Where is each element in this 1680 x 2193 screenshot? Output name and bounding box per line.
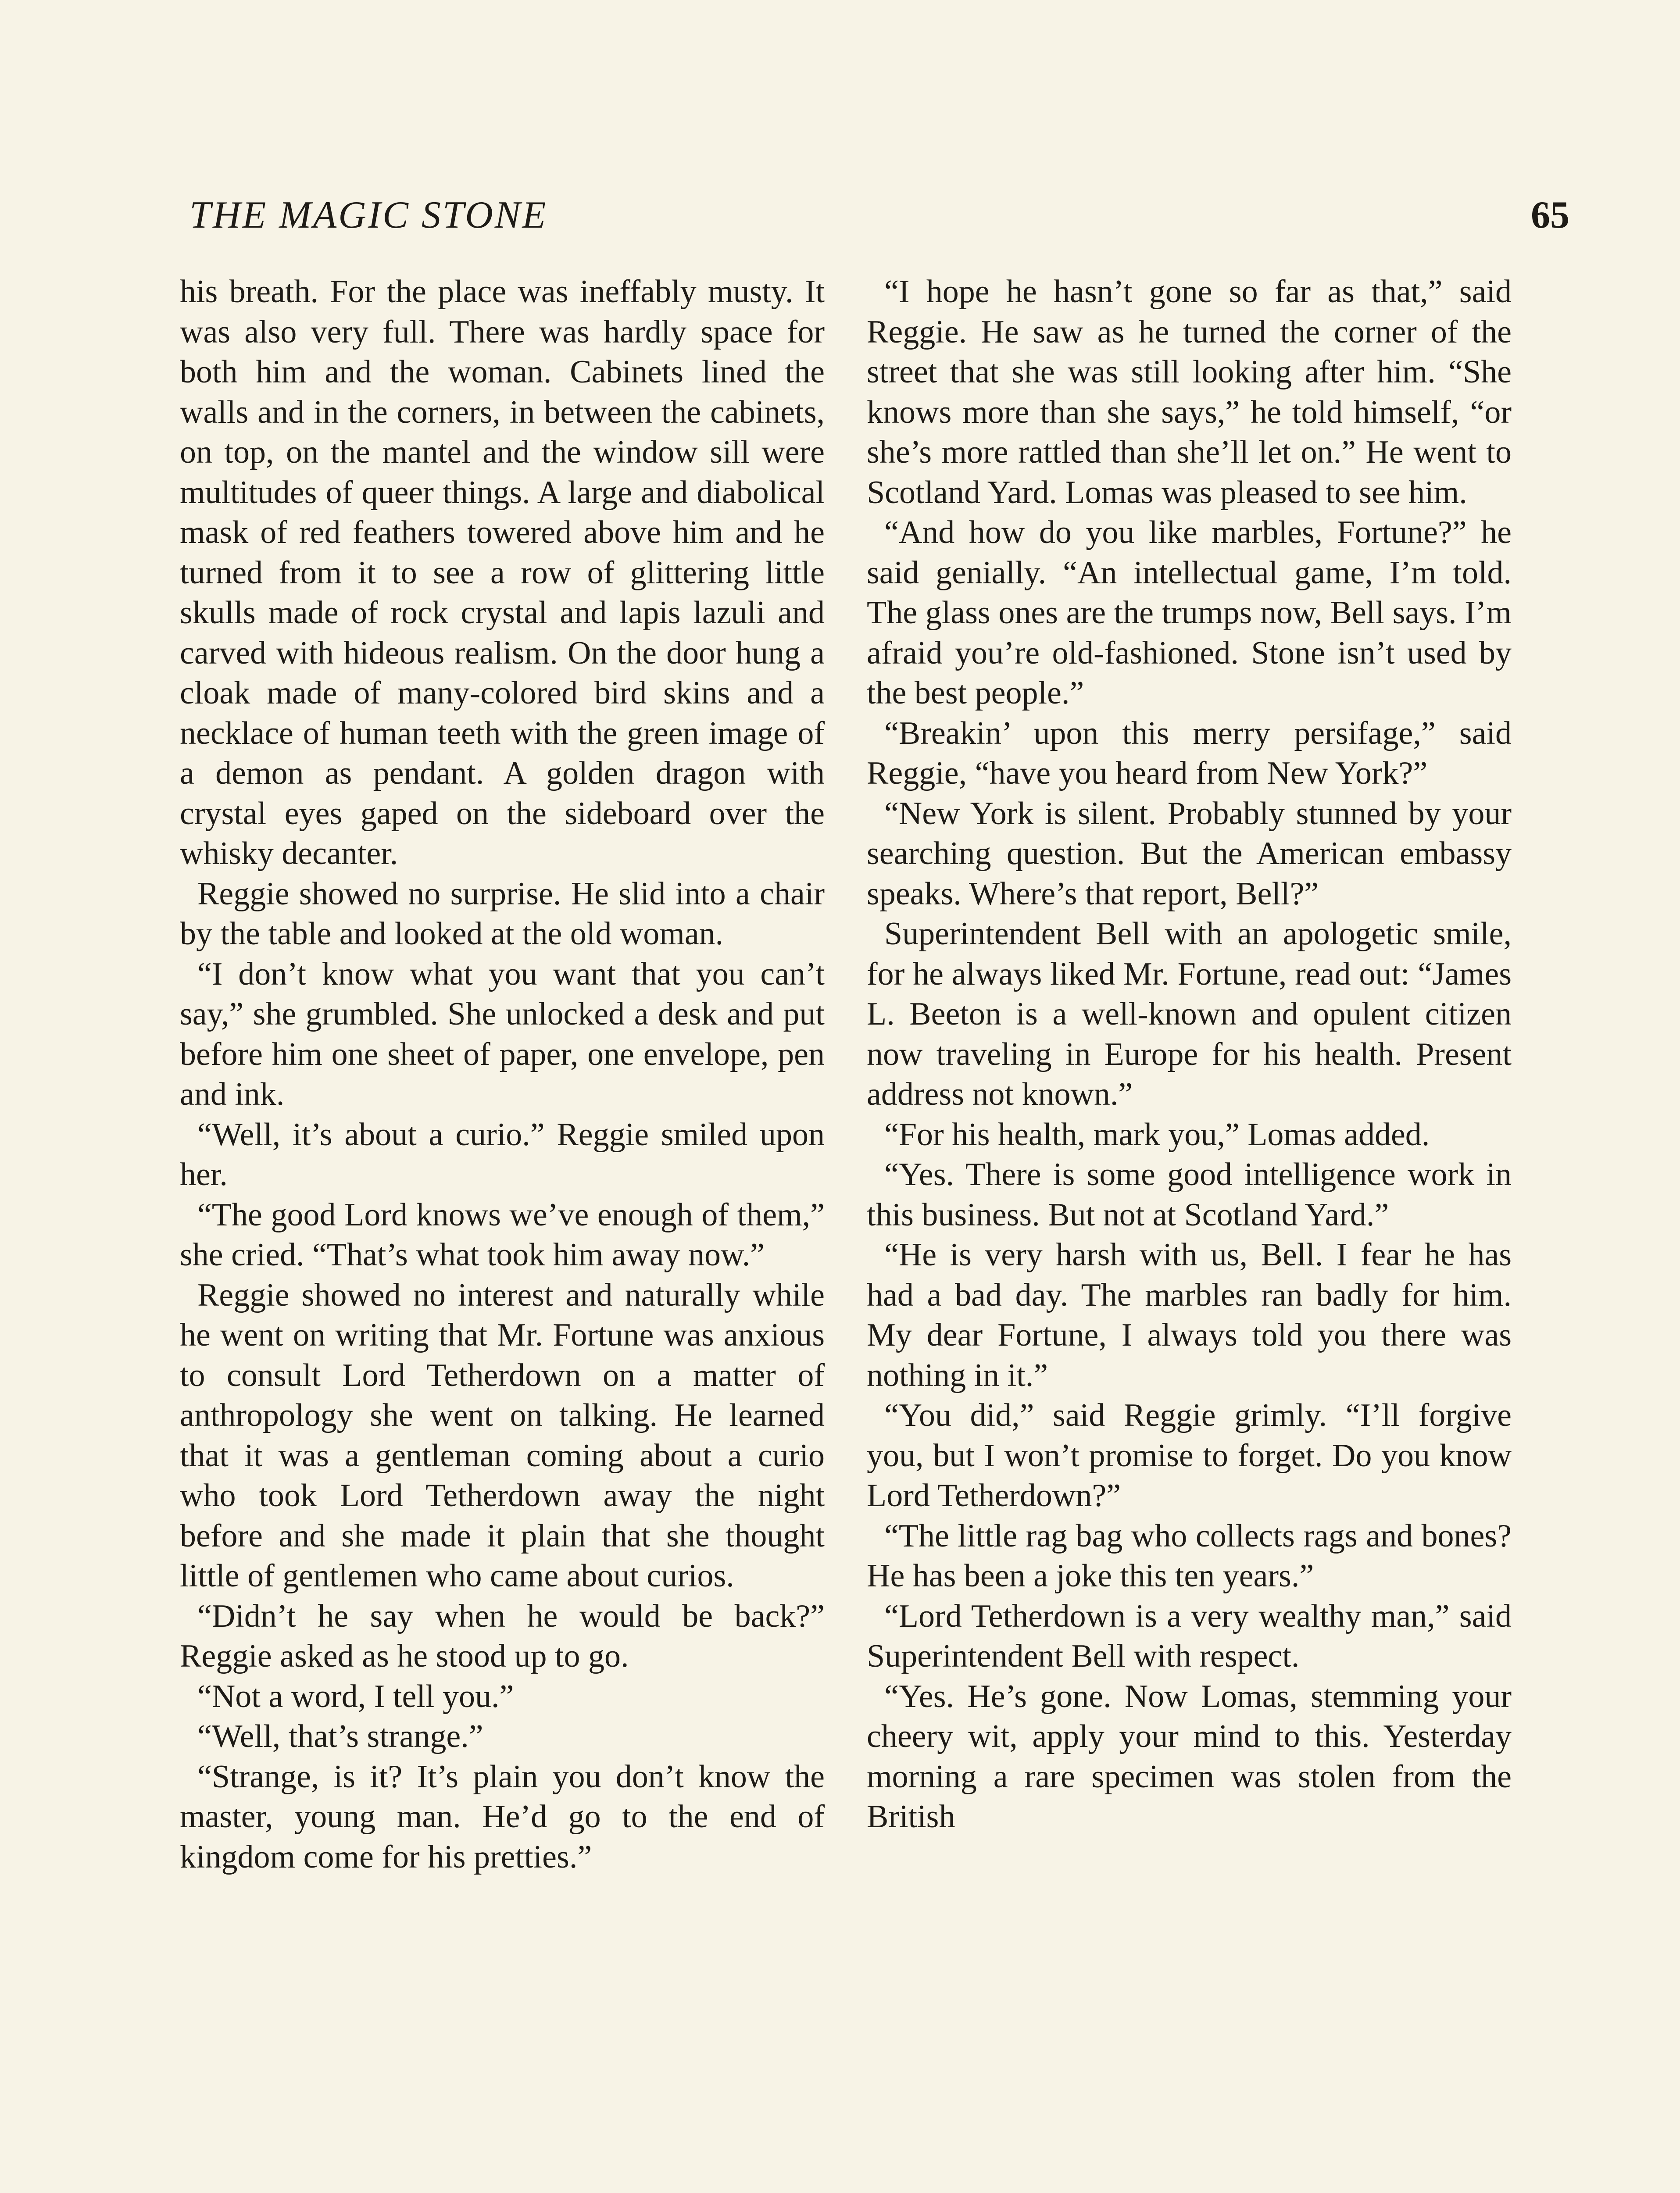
paragraph: “Strange, is it? It’s plain you don’t know the master, young man. He’d go to the end of kingdom come for his pretties.” (180, 1758, 825, 1875)
paragraph: “For his health, mark you,” Lomas added. (884, 1116, 1430, 1153)
paragraph: Reggie showed no interest and naturally while he went on writing that Mr. Fortune was anxious to consult Lord Tetherdown on a matter of anthropology she went on talking. He learned that it was a gentleman coming about a curio who took Lord Tetherdown away the night before and she made it plain that she thought little of gentlemen who came about curios. (180, 1277, 825, 1594)
left-column (180, 272, 825, 1877)
running-title: THE MAGIC STONE (189, 194, 548, 236)
page-number: 65 (1531, 194, 1569, 236)
paragraph: “I hope he hasn’t gone so far as that,” said Reggie. He saw as he turned the corner of the street that she was still looking after him. “She knows more than she says,” he told himself, “or she’s more rattled than she’ll let on.” He went to Scotland Yard. Lomas was pleased to see him. (867, 274, 1512, 511)
paragraph: “You did,” said Reggie grimly. “I’ll forgive you, but I won’t promise to forget. Do you know Lord Tetherdown?” (867, 1397, 1512, 1514)
paragraph: “Lord Tetherdown is a very wealthy man,” said Superintendent Bell with respect. (867, 1598, 1512, 1674)
paragraph: Superintendent Bell with an apologetic smile, for he always liked Mr. Fortune, read out: “James L. Beeton is a well-known and opulent citizen now traveling in Europe for his health. Present address not known.” (867, 916, 1512, 1112)
paragraph: “Breakin’ upon this merry persifage,” said Reggie, “have you heard from New York?” (867, 715, 1512, 791)
paragraph: “And how do you like marbles, Fortune?” he said genially. “An intellectual game, I’m told. The glass ones are the trumps now, Bell says. I’m afraid you’re old-fashioned. Stone isn’t used by the best people.” (867, 514, 1512, 711)
paragraph: Reggie showed no surprise. He slid into a chair by the table and looked at the old woman. (180, 875, 825, 952)
right-column (867, 272, 1512, 1837)
paragraph: “The little rag bag who collects rags and bones? He has been a joke this ten years.” (867, 1518, 1512, 1594)
paragraph: “Yes. There is some good intelligence work in this business. But not at Scotland Yard.” (867, 1157, 1512, 1233)
paragraph: “Not a word, I tell you.” (197, 1678, 514, 1714)
paragraph: “Well, that’s strange.” (197, 1718, 483, 1754)
paragraph: “Didn’t he say when he would be back?” Reggie asked as he stood up to go. (180, 1598, 825, 1674)
paragraph: his breath. For the place was ineffably musty. It was also very full. There was hardly space for both him and the woman. Cabinets lined the walls and in the corners, in between the cabinets, on top, on the mantel and the window sill were multitudes of queer things. A large and diabolical mask of red feathers towered above him and he turned from it to see a row of glittering little skulls made of rock crystal and lapis lazuli and carved with hideous realism. On the door hung a cloak made of many-colored bird skins and a necklace of human teeth with the green image of a demon as pendant. A golden dragon with crystal eyes gaped on the sideboard over the whisky decanter. (180, 274, 825, 871)
paragraph: “New York is silent. Probably stunned by your searching question. But the American embassy speaks. Where’s that report, Bell?” (867, 795, 1512, 912)
paragraph: “He is very harsh with us, Bell. I fear he has had a bad day. The marbles ran badly for him. My dear Fortune, I always told you there was nothing in it.” (867, 1237, 1512, 1393)
paragraph: “I don’t know what you want that you can’t say,” she grumbled. She unlocked a desk and put before him one sheet of paper, one envelope, pen and ink. (180, 956, 825, 1112)
running-head (189, 193, 1569, 246)
paragraph: “Well, it’s about a curio.” Reggie smiled upon her. (180, 1116, 825, 1193)
paragraph: “The good Lord knows we’ve enough of them,” she cried. “That’s what took him away now.” (180, 1197, 825, 1273)
paragraph: “Yes. He’s gone. Now Lomas, stemming your cheery wit, apply your mind to this. Yesterday morning a rare specimen was stolen from the British (867, 1678, 1512, 1835)
